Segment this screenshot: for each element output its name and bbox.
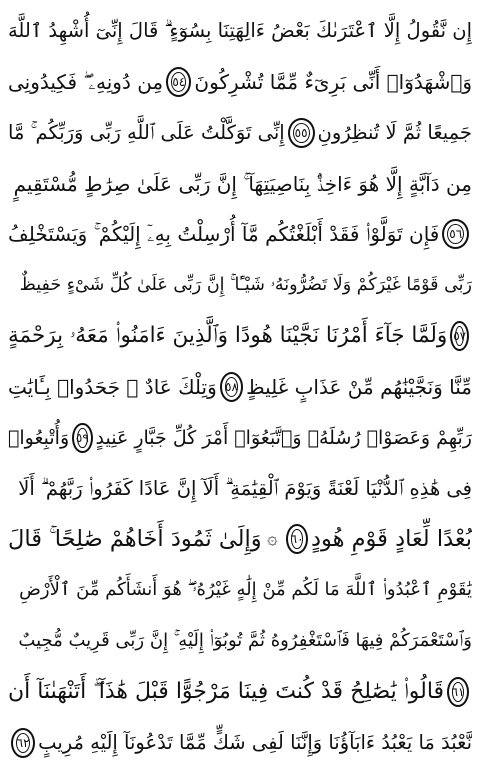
text-segment: وَلَمَّا جَآءَ أَمْرُنَا نَجَّيْنَا هُودًا وَٱلَّذِينَ ءَامَنُوا۟ مَعَهُۥ بِرَحْمَةٍ — [8, 323, 448, 349]
ayah-number-marker: ٥٨ — [220, 372, 243, 402]
text-segment: رَبِّى قَوْمًا غَيْرَكُمْ وَلَا تَضُرُّونَهُۥ شَيْـًٔا ۚ إِنَّ رَبِّى عَلَىٰ كُلِّ شَىْءٍ حَفِيظٌ — [19, 275, 472, 296]
text-line-15 — [8, 718, 472, 768]
text-line-4 — [8, 159, 472, 209]
ayah-number-marker: ٥٥ — [288, 118, 315, 148]
text-segment: وَإِلَىٰ ثَمُودَ أَخَاهُمْ صَٰلِحًا ۚ قَالَ — [8, 526, 262, 553]
text-line-10 — [8, 464, 472, 514]
text-line-7 — [8, 311, 472, 361]
text-segment: مِّنَّا وَنَجَّيْنَٰهُم مِّنْ عَذَابٍ غَلِيظٍ — [246, 374, 472, 399]
text-segment: وَتِلْكَ عَادٌ ۖ جَحَدُوا۟ بِـَٔايَٰتِ — [8, 374, 217, 399]
text-segment: مِن دُونِهِۦ ۖ فَكِيدُونِى — [8, 69, 164, 94]
text-segment: وَأُتْبِعُوا۟ — [8, 426, 70, 449]
text-segment: فِى هَٰذِهِ ٱلدُّنْيَا لَعْنَةً وَيَوْمَ ٱلْقِيَٰمَةِ ۗ أَلَآ إِنَّ عَادًا كَفَرُوا۟ رَبَّهُمْ ۗ أَلَا — [18, 476, 472, 500]
text-line-13 — [8, 616, 472, 666]
text-segment: وَٱشْهَدُوٓا۟ أَنِّى بَرِىٓءٌ مِّمَّا تُشْرِكُونَ — [194, 69, 472, 94]
text-segment: إِنِّى تَوَكَّلْتُ عَلَى ٱللَّهِ رَبِّى وَرَبِّكُم ۚ مَّا — [8, 120, 285, 144]
text-line-2 — [8, 57, 472, 107]
text-line-8 — [8, 362, 472, 412]
text-segment: نَّعْبُدَ مَا يَعْبُدُ ءَابَآؤُنَا وَإِنَّنَا لَفِى شَكٍّ مِّمَّا تَدْعُونَآ إِلَيْهِ مُرِيبٍ — [38, 730, 472, 754]
text-line-5 — [8, 209, 472, 259]
text-line-12 — [8, 565, 472, 615]
text-segment: بُعْدًا لِّعَادٍ قَوْمِ هُودٍ — [310, 526, 472, 553]
text-line-14 — [8, 667, 472, 717]
text-line-1 — [8, 6, 472, 56]
ayah-number-marker: ٥٧ — [450, 321, 469, 351]
text-segment: جَمِيعًا ثُمَّ لَا تُنظِرُونِ — [317, 120, 472, 144]
text-line-11 — [8, 514, 472, 564]
text-segment: رَبِّهِمْ وَعَصَوْا۟ رُسُلَهُۥ وَٱتَّبَعُوٓا۟ أَمْرَ كُلِّ جَبَّارٍ عَنِيدٍ — [95, 426, 472, 449]
ayah-number-marker: ٥٤ — [166, 67, 191, 97]
text-line-9 — [8, 413, 472, 463]
text-line-6 — [8, 260, 472, 310]
ayah-number-marker: ٦٢ — [11, 728, 35, 758]
text-segment: مِن دَآبَّةٍ إِلَّا هُوَ ءَاخِذٌۢ بِنَاصِيَتِهَآ ۚ إِنَّ رَبِّى عَلَىٰ صِرَٰطٍ مُّسْتَقِيمٍ — [13, 171, 472, 196]
ayah-number-marker: ٦١ — [447, 677, 469, 707]
text-segment: فَإِن تَوَلَّوْا۟ فَقَدْ أَبْلَغْتُكُم مَّآ أُرْسِلْتُ بِهِۦٓ إِلَيْكُمْ ۚ وَيَسْتَخْلِفُ — [8, 222, 440, 247]
text-segment: يَٰقَوْمِ ٱعْبُدُوا۟ ٱللَّهَ مَا لَكُم مِّنْ إِلَٰهٍ غَيْرُهُۥ ۖ هُوَ أَنشَأَكُم مِّنَ ٱلْأَرْضِ — [19, 579, 472, 601]
ayah-number-marker: ٥٩ — [72, 423, 92, 453]
hizb-quarter-icon: ۞ — [267, 528, 278, 550]
ayah-number-marker: ٥٦ — [442, 219, 469, 249]
text-segment: إِن نَّقُولُ إِلَّا ٱعْتَرَىٰكَ بَعْضُ ءَالِهَتِنَا بِسُوٓءٍ ۗ قَالَ إِنِّىٓ أُشْهِدُ ٱللَّهَ — [8, 19, 472, 42]
text-segment: قَالُوا۟ يَٰصَٰلِحُ قَدْ كُنتَ فِينَا مَرْجُوًّا قَبْلَ هَٰذَآ ۖ أَتَنْهَىٰنَآ أَن — [8, 678, 445, 704]
text-lines — [8, 6, 472, 768]
ayah-number-marker: ٦٠ — [286, 524, 308, 554]
text-line-3 — [8, 108, 472, 158]
text-segment: وَٱسْتَعْمَرَكُمْ فِيهَا فَٱسْتَغْفِرُوهُ ثُمَّ تُوبُوٓا۟ إِلَيْهِ ۚ إِنَّ رَبِّى قَرِيبٌ مُّجِيبٌ — [18, 630, 472, 652]
